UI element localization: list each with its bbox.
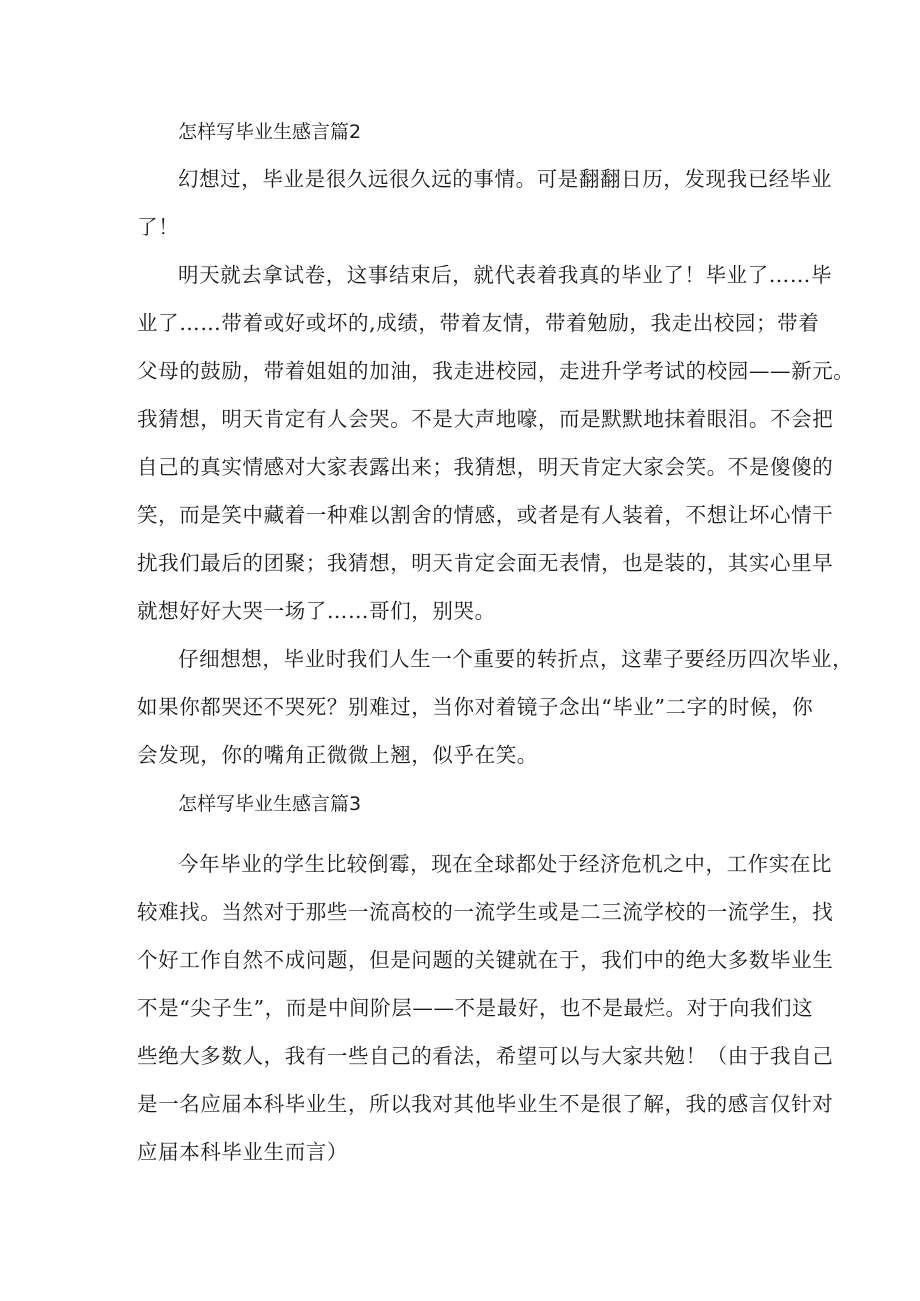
- paragraph-line: 我猜想，明天肯定有人会哭。不是大声地嚎，而是默默地抹着眼泪。不会把: [137, 407, 834, 431]
- paragraph-line: 明天就去拿试卷，这事结束后，就代表着我真的毕业了！毕业了……毕: [178, 263, 833, 287]
- paragraph-line: 父母的鼓励，带着姐姐的加油，我走进校园，走进升学考试的校园——新元。: [137, 359, 855, 383]
- paragraph-line: 是一名应届本科毕业生，所以我对其他毕业生不是很了解，我的感言仅针对: [137, 1092, 834, 1116]
- section-2-heading: 怎样写毕业生感言篇2: [178, 121, 362, 143]
- paragraph-line: 就想好好大哭一场了……哥们，别哭。: [137, 599, 496, 623]
- paragraph-line: 仔细想想，毕业时我们人生一个重要的转折点，这辈子要经历四次毕业，: [178, 647, 854, 671]
- paragraph-line: 扰我们最后的团聚；我猜想，明天肯定会面无表情，也是装的，其实心里早: [137, 551, 834, 575]
- paragraph-line: 些绝大多数人，我有一些自己的看法，希望可以与大家共勉！（由于我自己: [137, 1044, 834, 1068]
- paragraph-line: 较难找。当然对于那些一流高校的一流学生或是二三流学校的一流学生，找: [137, 900, 834, 924]
- paragraph-line: 自己的真实情感对大家表露出来；我猜想，明天肯定大家会笑。不是傻傻的: [137, 455, 834, 479]
- paragraph-line: 个好工作自然不成问题，但是问题的关键就在于，我们中的绝大多数毕业生: [137, 948, 834, 972]
- paragraph-line: 会发现，你的嘴角正微微上翘，似乎在笑。: [137, 743, 538, 767]
- paragraph-line: 笑，而是笑中藏着一种难以割舍的情感，或者是有人装着，不想让坏心情干: [137, 503, 834, 527]
- paragraph-line: 应届本科毕业生而言）: [137, 1140, 348, 1164]
- paragraph-line: 了！: [137, 215, 180, 239]
- paragraph-line: 如果你都哭还不哭死？别难过，当你对着镜子念出“毕业”二字的时候，你: [137, 695, 814, 719]
- paragraph-line: 不是“尖子生”，而是中间阶层——不是最好，也不是最烂。对于向我们这: [137, 996, 814, 1020]
- paragraph-line: 幻想过，毕业是很久远很久远的事情。可是翻翻日历，发现我已经毕业: [178, 167, 833, 191]
- paragraph-line: 业了……带着或好或坏的,成绩，带着友情，带着勉励，我走出校园；带着: [137, 311, 820, 335]
- section-3-heading: 怎样写毕业生感言篇3: [178, 793, 362, 815]
- paragraph-line: 今年毕业的学生比较倒霉，现在全球都处于经济危机之中，工作实在比: [178, 852, 833, 876]
